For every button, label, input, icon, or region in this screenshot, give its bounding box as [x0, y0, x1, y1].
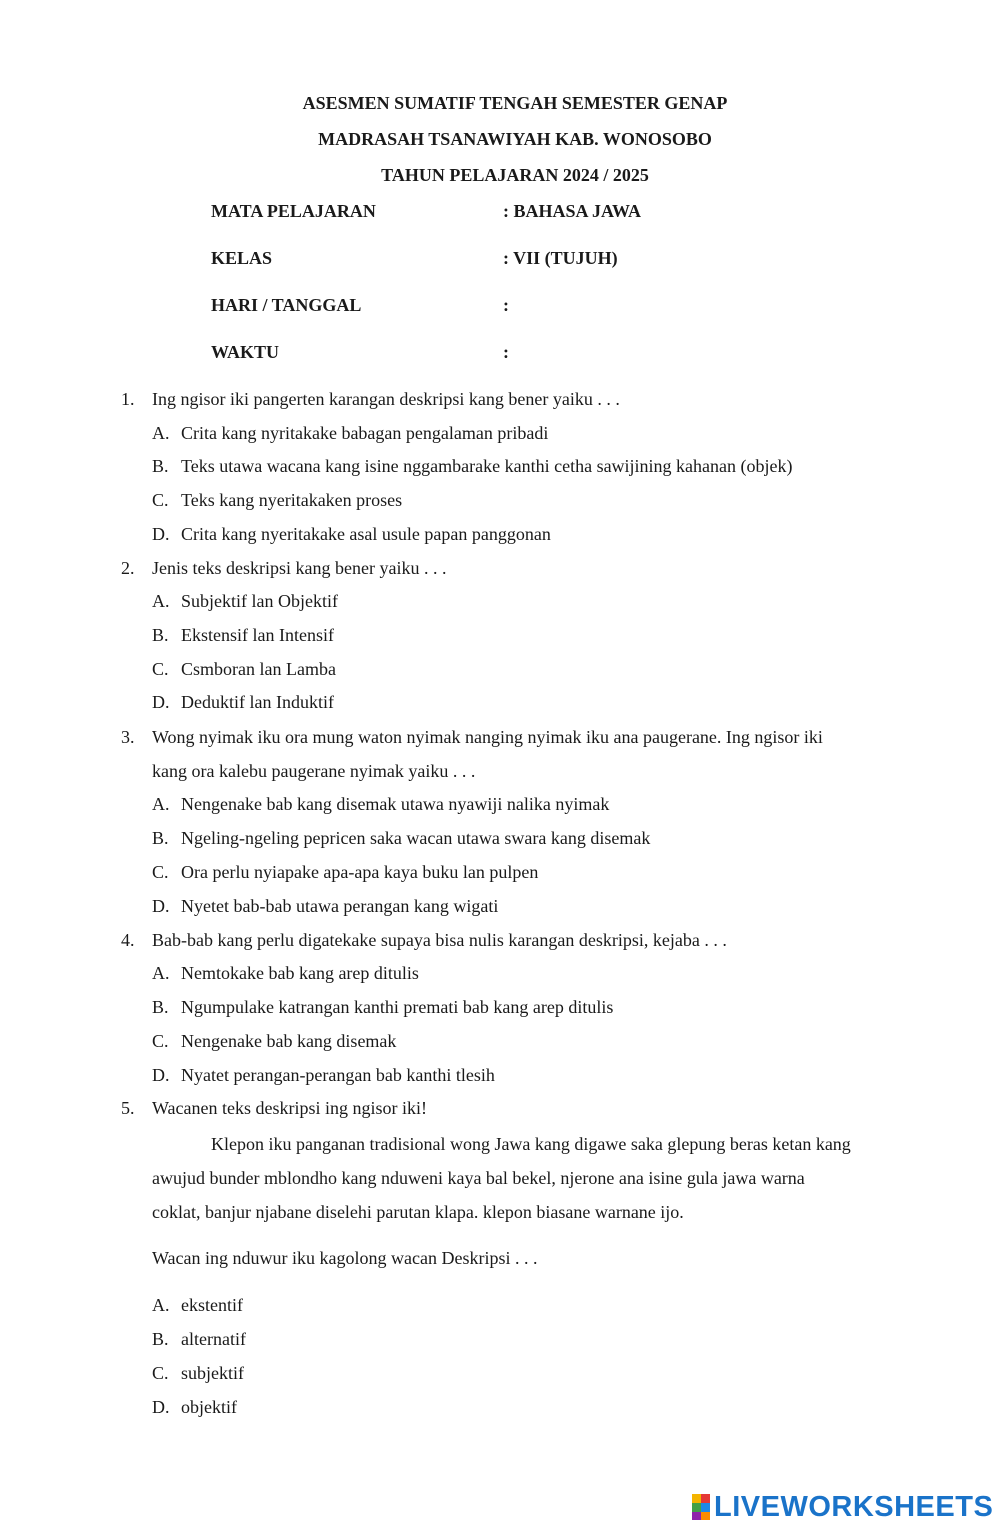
passage-line: coklat, banjur njabane diselehi parutan klapa. klepon biasane warnane ijo. — [152, 1202, 684, 1222]
option-text: Ora perlu nyiapake apa-apa kaya buku lan pulpen — [181, 862, 539, 882]
question-number: 3. — [121, 727, 135, 747]
option-letter: B. — [152, 456, 169, 476]
option-text: Ekstensif lan Intensif — [181, 625, 334, 645]
option-text: Ngumpulake katrangan kanthi premati bab kang arep ditulis — [181, 997, 614, 1017]
question-text: Bab-bab kang perlu digatekake supaya bisa nulis karangan deskripsi, kejaba . . . — [152, 930, 727, 950]
meta-value-time: : — [503, 342, 509, 362]
option-letter: C. — [152, 490, 169, 510]
option-text: Nengenake bab kang disemak utawa nyawiji nalika nyimak — [181, 794, 610, 814]
option-letter: D. — [152, 524, 170, 544]
header-title-line3: TAHUN PELAJARAN 2024 / 2025 — [381, 165, 649, 185]
passage-line: awujud bunder mblondho kang nduweni kaya bal bekel, njerone ana isine gula jawa warna — [152, 1168, 805, 1188]
liveworksheets-brand — [692, 1490, 993, 1524]
option-text: subjektif — [181, 1363, 244, 1383]
option-letter: C. — [152, 1031, 169, 1051]
meta-value-class: : VII (TUJUH) — [503, 248, 618, 268]
option-letter: D. — [152, 692, 170, 712]
option-text: Nengenake bab kang disemak — [181, 1031, 397, 1051]
option-letter: B. — [152, 625, 169, 645]
option-text: objektif — [181, 1397, 237, 1417]
option-letter: A. — [152, 591, 170, 611]
option-text: ekstentif — [181, 1295, 243, 1315]
option-letter: C. — [152, 659, 169, 679]
option-text: Nyatet perangan-perangan bab kanthi tlesih — [181, 1065, 495, 1085]
option-text: Crita kang nyritakake babagan pengalaman pribadi — [181, 423, 549, 443]
meta-label-date: HARI / TANGGAL — [211, 295, 362, 315]
option-text: Nemtokake bab kang arep ditulis — [181, 963, 419, 983]
meta-value-date: : — [503, 295, 509, 315]
question-number: 5. — [121, 1098, 135, 1118]
liveworksheets-wordmark: LIVEWORKSHEETS — [714, 1490, 994, 1523]
question-text: Wacanen teks deskripsi ing ngisor iki! — [152, 1098, 427, 1118]
meta-value-subject: : BAHASA JAWA — [503, 201, 642, 221]
option-text: Nyetet bab-bab utawa perangan kang wigati — [181, 896, 499, 916]
option-letter: A. — [152, 423, 170, 443]
option-letter: B. — [152, 997, 169, 1017]
option-letter: C. — [152, 862, 169, 882]
option-text: alternatif — [181, 1329, 246, 1349]
option-letter: D. — [152, 1065, 170, 1085]
question-text: Ing ngisor iki pangerten karangan deskripsi kang bener yaiku . . . — [152, 389, 620, 409]
option-text: Subjektif lan Objektif — [181, 591, 338, 611]
question-number: 2. — [121, 558, 135, 578]
meta-label-time: WAKTU — [211, 342, 280, 362]
option-text: Teks utawa wacana kang isine nggambarake kanthi cetha sawijining kahanan (objek) — [181, 456, 793, 476]
meta-label-class: KELAS — [211, 248, 273, 268]
option-letter: C. — [152, 1363, 169, 1383]
option-text: Csmboran lan Lamba — [181, 659, 336, 679]
option-letter: B. — [152, 828, 169, 848]
liveworksheets-logo-icon — [692, 1494, 710, 1520]
question-text-continued: kang ora kalebu paugerane nyimak yaiku . . . — [152, 761, 476, 781]
header-title-line1: ASESMEN SUMATIF TENGAH SEMESTER GENAP — [302, 93, 728, 113]
option-text: Ngeling-ngeling pepricen saka wacan utawa swara kang disemak — [181, 828, 651, 848]
header-title-line2: MADRASAH TSANAWIYAH KAB. WONOSOBO — [318, 129, 712, 149]
question-text: Jenis teks deskripsi kang bener yaiku . . . — [152, 558, 447, 578]
meta-label-subject: MATA PELAJARAN — [211, 201, 376, 221]
question-text: Wong nyimak iku ora mung waton nyimak nanging nyimak iku ana paugerane. Ing ngisor iki — [152, 727, 823, 747]
option-text: Crita kang nyeritakake asal usule papan panggonan — [181, 524, 551, 544]
option-letter: A. — [152, 1295, 170, 1315]
question-number: 4. — [121, 930, 135, 950]
question-prompt: Wacan ing nduwur iku kagolong wacan Deskripsi . . . — [152, 1248, 538, 1268]
option-letter: B. — [152, 1329, 169, 1349]
option-text: Deduktif lan Induktif — [181, 692, 334, 712]
passage-line: Klepon iku panganan tradisional wong Jawa kang digawe saka glepung beras ketan kang — [211, 1134, 851, 1154]
option-letter: D. — [152, 896, 170, 916]
option-letter: A. — [152, 963, 170, 983]
option-letter: A. — [152, 794, 170, 814]
question-number: 1. — [121, 389, 135, 409]
option-letter: D. — [152, 1397, 170, 1417]
option-text: Teks kang nyeritakaken proses — [181, 490, 403, 510]
